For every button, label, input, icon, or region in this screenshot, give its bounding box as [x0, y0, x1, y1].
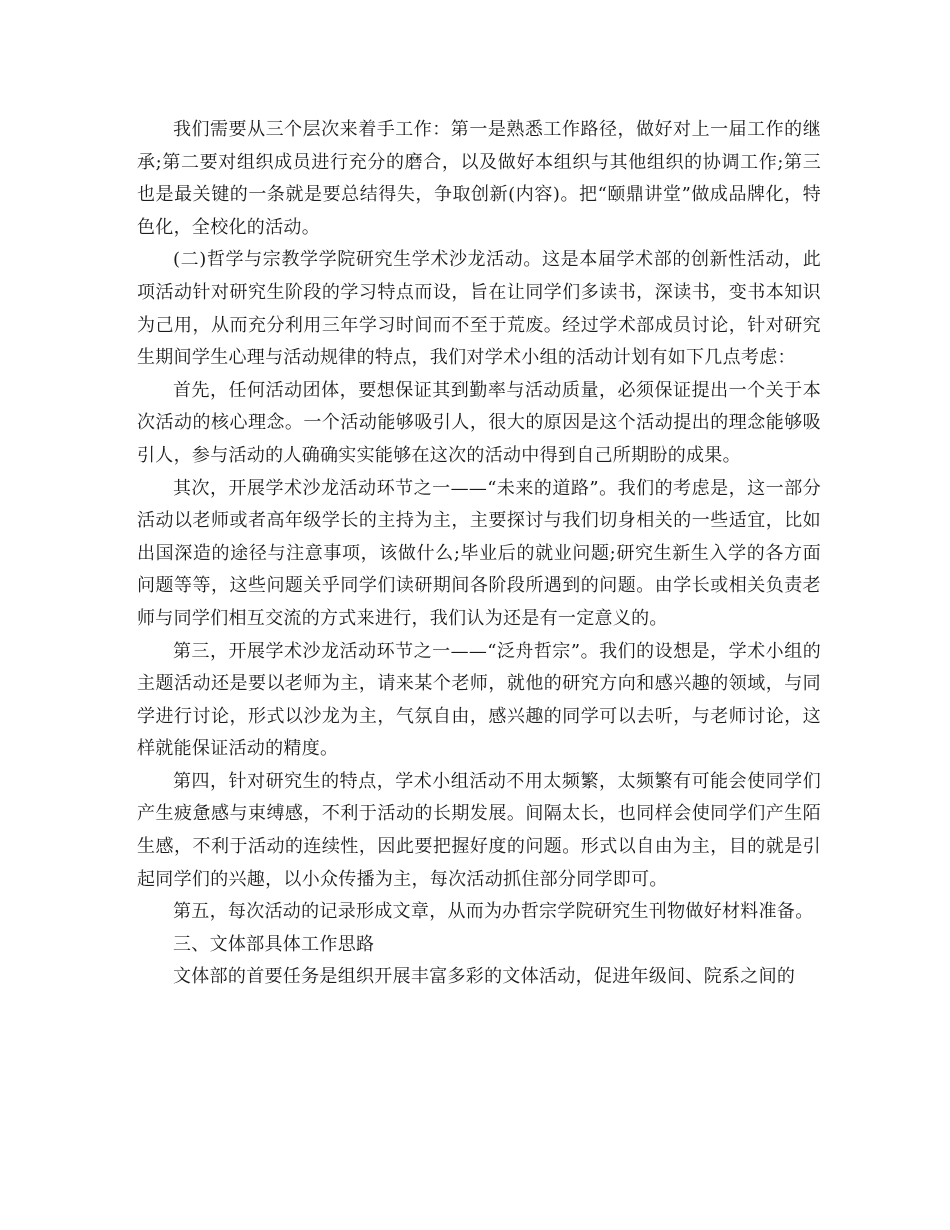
paragraph-second: 其次，开展学术沙龙活动环节之一——“未来的道路”。我们的考虑是，这一部分活动以老师或者高年级学长的主持为主，主要探讨与我们切身相关的一些适宜，比如出国深造的途径与注意事项，该做什么;毕业后的就业问题;研究生新生入学的各方面问题等等，这些问题关乎同学们读研期间各阶段所遇到的问题。由学长或相关负责老师与同学们相互交流的方式来进行，我们认为还是有一定意义的。 — [137, 477, 821, 629]
paragraph-first: 首先，任何活动团体，要想保证其到勤率与活动质量，必须保证提出一个关于本次活动的核心理念。一个活动能够吸引人，很大的原因是这个活动提出的理念能够吸引人，参与活动的人确确实实能够在这次的活动中得到自己所期盼的成果。 — [137, 379, 821, 466]
paragraph-fourth: 第四，针对研究生的特点，学术小组活动不用太频繁，太频繁有可能会使同学们产生疲惫感与束缚感，不利于活动的长期发展。间隔太长，也同样会使同学们产生陌生感，不利于活动的连续性，因此要把握好度的问题。形式以自由为主，目的就是引起同学们的兴趣，以小众传播为主，每次活动抓住部分同学即可。 — [137, 770, 821, 890]
paragraph-fifth: 第五，每次活动的记录形成文章，从而为办哲宗学院研究生刊物做好材料准备。 — [173, 901, 814, 923]
section-heading-sports-dept: 三、文体部具体工作思路 — [173, 933, 375, 955]
paragraph-sports-dept: 文体部的首要任务是组织开展丰富多彩的文体活动，促进年级间、院系之间的 — [173, 966, 796, 988]
paragraph-third: 第三，开展学术沙龙活动环节之一——“泛舟哲宗”。我们的设想是，学术小组的主题活动还是要以老师为主，请来某个老师，就他的研究方向和感兴趣的领域，与同学进行讨论，形式以沙龙为主，气氛自由，感兴趣的同学可以去听，与老师讨论，这样就能保证活动的精度。 — [137, 640, 821, 760]
paragraph-salon-intro: (二)哲学与宗教学学院研究生学术沙龙活动。这是本届学术部的创新性活动，此项活动针对研究生阶段的学习特点而设，旨在让同学们多读书，深读书，变书本知识为己用，从而充分利用三年学习时间而不至于荒废。经过学术部成员讨论，针对研究生期间学生心理与活动规律的特点，我们对学术小组的活动计划有如下几点考虑： — [137, 249, 821, 369]
document-body — [137, 114, 821, 994]
paragraph-three-levels: 我们需要从三个层次来着手工作：第一是熟悉工作路径，做好对上一届工作的继承;第二要对组织成员进行充分的磨合，以及做好本组织与其他组织的协调工作;第三也是最关键的一条就是要总结得失，争取创新(内容)。把“颐鼎讲堂”做成品牌化，特色化，全校化的活动。 — [137, 119, 821, 238]
